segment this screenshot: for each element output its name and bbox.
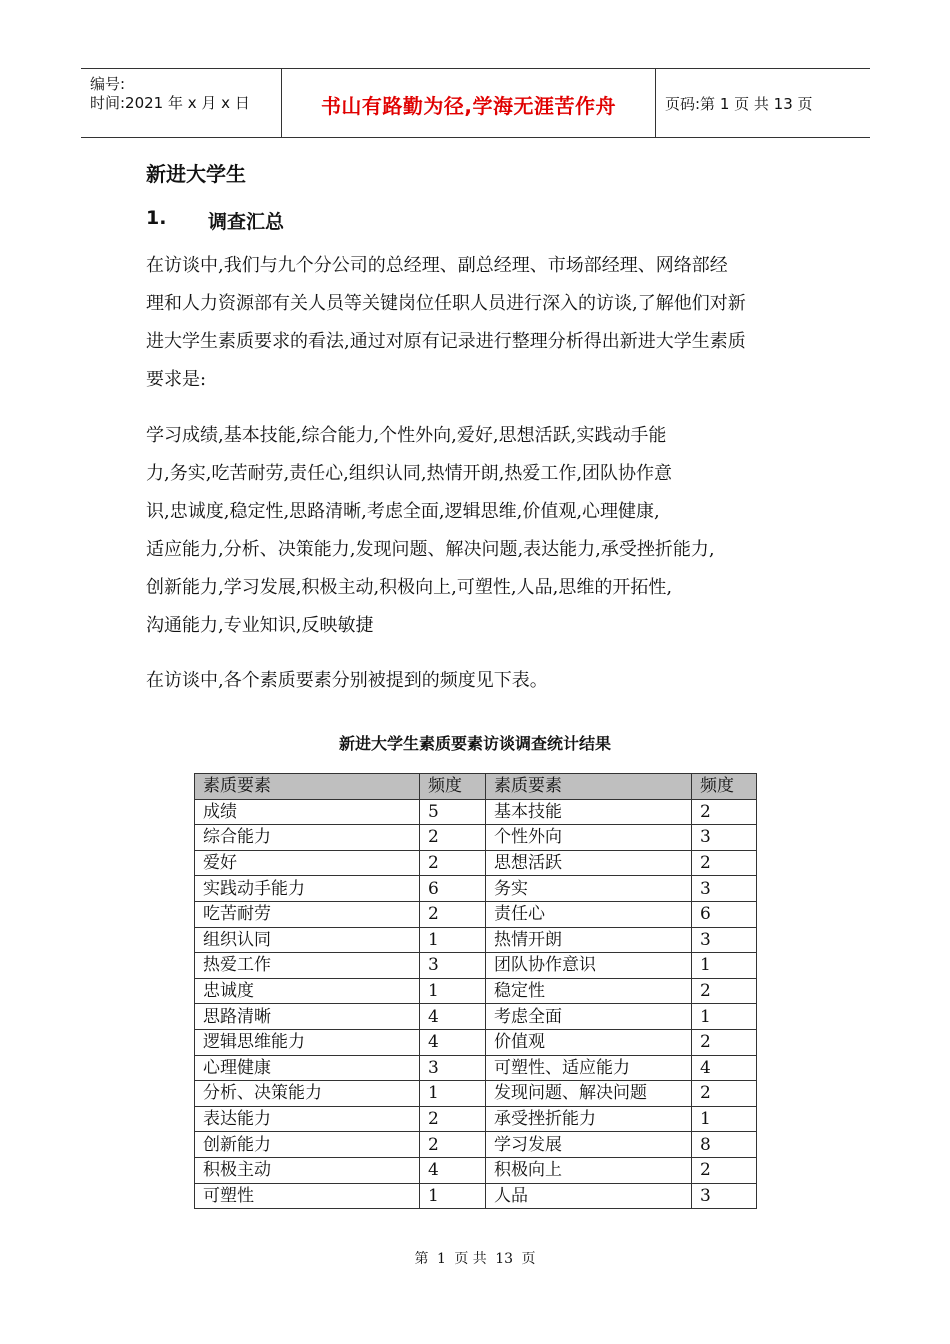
frequency-cell: 3 xyxy=(692,876,757,902)
table-row xyxy=(195,850,757,876)
quality-cell: 稳定性 xyxy=(486,978,692,1004)
frequency-cell: 2 xyxy=(692,1081,757,1107)
page-footer xyxy=(0,1248,950,1268)
paragraph-line: 在访谈中,我们与九个分公司的总经理、副总经理、市场部经理、网络部经 xyxy=(146,255,728,276)
table-row xyxy=(195,1055,757,1081)
table-row xyxy=(195,953,757,979)
frequency-cell: 4 xyxy=(420,1157,486,1183)
paragraph-qualities xyxy=(146,417,816,645)
paragraph-line: 进大学生素质要求的看法,通过对原有记录进行整理分析得出新进大学生素质 xyxy=(146,331,746,352)
quality-cell: 可塑性 xyxy=(195,1183,420,1209)
frequency-cell: 2 xyxy=(692,1157,757,1183)
quality-cell: 热爱工作 xyxy=(195,953,420,979)
frequency-cell: 3 xyxy=(692,927,757,953)
quality-cell: 热情开朗 xyxy=(486,927,692,953)
quality-cell: 个性外向 xyxy=(486,825,692,851)
frequency-table xyxy=(194,773,757,1209)
quality-cell: 爱好 xyxy=(195,850,420,876)
frequency-cell: 2 xyxy=(692,978,757,1004)
quality-cell: 价值观 xyxy=(486,1029,692,1055)
paragraph-intro xyxy=(146,247,816,399)
quality-cell: 承受挫折能力 xyxy=(486,1106,692,1132)
table-row xyxy=(195,1029,757,1055)
paragraph-line: 识,忠诚度,稳定性,思路清晰,考虑全面,逻辑思维,价值观,心理健康, xyxy=(146,501,660,522)
header-quality: 素质要素 xyxy=(195,774,420,800)
quality-cell: 可塑性、适应能力 xyxy=(486,1055,692,1081)
quality-cell: 思路清晰 xyxy=(195,1004,420,1030)
quality-cell: 务实 xyxy=(486,876,692,902)
page-code: 页码:第 1 页 共 13 页 xyxy=(665,95,813,113)
quality-cell: 发现问题、解决问题 xyxy=(486,1081,692,1107)
table-row xyxy=(195,978,757,1004)
table-row xyxy=(195,1004,757,1030)
footer-page-number: 1 xyxy=(436,1251,446,1267)
frequency-cell: 1 xyxy=(692,1004,757,1030)
quality-cell: 积极向上 xyxy=(486,1157,692,1183)
frequency-cell: 3 xyxy=(420,953,486,979)
table-row xyxy=(195,799,757,825)
frequency-cell: 8 xyxy=(692,1132,757,1158)
time-label: 时间:2021 年 x 月 x 日 xyxy=(90,94,250,112)
table-row xyxy=(195,825,757,851)
section-number: 1. xyxy=(146,207,167,229)
paragraph-table-intro xyxy=(146,662,816,700)
quality-cell: 学习发展 xyxy=(486,1132,692,1158)
quality-cell: 组织认同 xyxy=(195,927,420,953)
paragraph-line: 创新能力,学习发展,积极主动,积极向上,可塑性,人品,思维的开拓性, xyxy=(146,577,673,598)
header-page-cell xyxy=(655,69,870,137)
footer-prefix: 第 xyxy=(414,1251,429,1267)
footer-mid: 页 共 xyxy=(454,1251,487,1267)
frequency-cell: 2 xyxy=(420,1106,486,1132)
frequency-cell: 6 xyxy=(692,901,757,927)
table-row xyxy=(195,1183,757,1209)
frequency-cell: 4 xyxy=(420,1029,486,1055)
header-quality: 素质要素 xyxy=(486,774,692,800)
frequency-cell: 2 xyxy=(420,850,486,876)
paragraph-line: 适应能力,分析、决策能力,发现问题、解决问题,表达能力,承受挫折能力, xyxy=(146,539,715,560)
table-row xyxy=(195,1081,757,1107)
document-title: 新进大学生 xyxy=(146,162,246,186)
table-row xyxy=(195,1106,757,1132)
frequency-cell: 3 xyxy=(692,1183,757,1209)
frequency-cell: 5 xyxy=(420,799,486,825)
frequency-cell: 4 xyxy=(420,1004,486,1030)
footer-total-pages: 13 xyxy=(495,1251,514,1267)
header-motto-cell xyxy=(281,69,656,137)
quality-cell: 思想活跃 xyxy=(486,850,692,876)
paragraph-line: 理和人力资源部有关人员等关键岗位任职人员进行深入的访谈,了解他们对新 xyxy=(146,293,746,314)
frequency-cell: 3 xyxy=(692,825,757,851)
quality-cell: 团队协作意识 xyxy=(486,953,692,979)
quality-cell: 综合能力 xyxy=(195,825,420,851)
frequency-cell: 2 xyxy=(692,1029,757,1055)
motto: 书山有路勤为径,学海无涯苦作舟 xyxy=(320,94,617,118)
paragraph-line: 学习成绩,基本技能,综合能力,个性外向,爱好,思想活跃,实践动手能 xyxy=(146,425,667,446)
frequency-cell: 6 xyxy=(420,876,486,902)
frequency-cell: 2 xyxy=(420,1132,486,1158)
quality-cell: 考虑全面 xyxy=(486,1004,692,1030)
quality-cell: 实践动手能力 xyxy=(195,876,420,902)
quality-cell: 成绩 xyxy=(195,799,420,825)
section-title: 调查汇总 xyxy=(208,211,285,233)
frequency-cell: 2 xyxy=(692,799,757,825)
table-row xyxy=(195,901,757,927)
number-label: 编号: xyxy=(90,75,126,93)
header-meta-cell xyxy=(81,69,281,137)
frequency-cell: 1 xyxy=(420,1183,486,1209)
header-frequency: 频度 xyxy=(692,774,757,800)
quality-cell: 责任心 xyxy=(486,901,692,927)
frequency-cell: 1 xyxy=(420,978,486,1004)
table-row xyxy=(195,1132,757,1158)
quality-cell: 忠诚度 xyxy=(195,978,420,1004)
quality-cell: 人品 xyxy=(486,1183,692,1209)
frequency-cell: 2 xyxy=(420,825,486,851)
footer-suffix: 页 xyxy=(521,1251,536,1267)
table-header-row xyxy=(195,774,757,800)
frequency-cell: 1 xyxy=(692,953,757,979)
table-row xyxy=(195,927,757,953)
quality-cell: 逻辑思维能力 xyxy=(195,1029,420,1055)
frequency-cell: 1 xyxy=(420,1081,486,1107)
frequency-cell: 2 xyxy=(692,850,757,876)
table-row xyxy=(195,876,757,902)
paragraph-line: 力,务实,吃苦耐劳,责任心,组织认同,热情开朗,热爱工作,团队协作意 xyxy=(146,463,673,484)
frequency-cell: 1 xyxy=(692,1106,757,1132)
quality-cell: 创新能力 xyxy=(195,1132,420,1158)
quality-cell: 表达能力 xyxy=(195,1106,420,1132)
paragraph-line: 要求是: xyxy=(146,369,207,390)
quality-cell: 心理健康 xyxy=(195,1055,420,1081)
quality-cell: 基本技能 xyxy=(486,799,692,825)
frequency-cell: 3 xyxy=(420,1055,486,1081)
header-frequency: 频度 xyxy=(420,774,486,800)
paragraph-line: 沟通能力,专业知识,反映敏捷 xyxy=(146,615,374,636)
quality-cell: 分析、决策能力 xyxy=(195,1081,420,1107)
frequency-cell: 4 xyxy=(692,1055,757,1081)
page-header xyxy=(81,68,870,138)
frequency-cell: 2 xyxy=(420,901,486,927)
quality-cell: 积极主动 xyxy=(195,1157,420,1183)
table-caption: 新进大学生素质要素访谈调查统计结果 xyxy=(338,734,611,753)
paragraph-line: 在访谈中,各个素质要素分别被提到的频度见下表。 xyxy=(146,670,548,691)
frequency-cell: 1 xyxy=(420,927,486,953)
table-row xyxy=(195,1157,757,1183)
quality-cell: 吃苦耐劳 xyxy=(195,901,420,927)
